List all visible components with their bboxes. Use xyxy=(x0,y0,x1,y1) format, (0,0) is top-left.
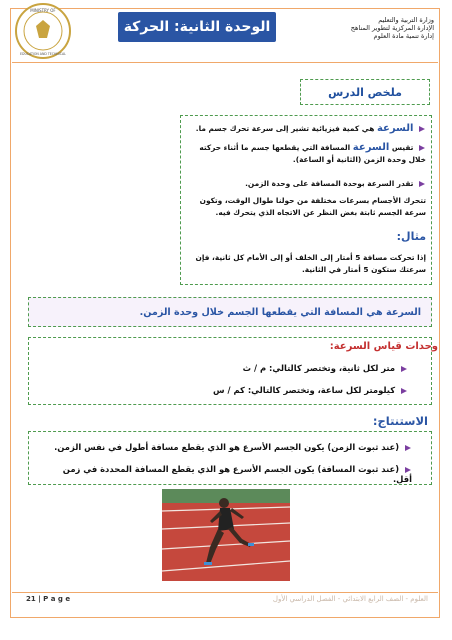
summary-paragraph-3: تقدر السرعة بوحدة المسافة على وحدة الزمن. xyxy=(186,178,426,190)
unit-item: كيلومتر لكل ساعة، وتختصر كالتالي: كم / س xyxy=(48,384,408,396)
example-text: إذا تحركت مسافة 5 أمتار إلى الخلف أو إلى الأمام كل ثانية، فإن سرعتك ستكون 5 أمتار في الثانية. xyxy=(195,253,426,274)
page-footer xyxy=(12,592,438,608)
ministry-header xyxy=(314,16,434,40)
header-divider xyxy=(12,62,438,63)
summary-paragraph-1: السرعة هي كمية فيزيائية تشير إلى سرعة تحرك جسم ما. xyxy=(186,123,426,135)
svg-text:EDUCATION AND TECHNICAL: EDUCATION AND TECHNICAL xyxy=(20,52,66,56)
arrow-bullet-icon xyxy=(404,444,412,452)
unit-title: الوحدة الثانية: الحركة xyxy=(118,12,276,42)
footer-subject: العلوم - الصف الرابع الابتدائي - الفصل الدراسي الأول xyxy=(272,595,428,603)
summary-paragraph-2: تقيس السرعة المسافة التي يقطعها جسم ما أثناء حركته خلال وحدة الزمن (الثانية أو الساعة). xyxy=(199,142,426,164)
ministry-line: وزارة التربية والتعليم xyxy=(378,16,434,24)
conclusion-item: (عند ثبوت الزمن) يكون الجسم الأسرع هو الذي يقطع مسافة أطول في نفس الزمن. xyxy=(42,442,412,452)
example-heading: مثال: xyxy=(396,230,426,243)
arrow-bullet-icon xyxy=(404,466,412,474)
arrow-bullet-icon xyxy=(418,180,426,188)
ministry-line: إدارة تنمية مادة العلوم xyxy=(373,32,434,40)
conclusion-heading: الاستنتاج: xyxy=(372,414,428,428)
arrow-bullet-icon xyxy=(418,144,426,152)
arrow-bullet-icon xyxy=(400,365,408,373)
svg-text:MINISTRY OF: MINISTRY OF xyxy=(30,8,56,13)
runner-photo xyxy=(162,489,290,581)
arrow-bullet-icon xyxy=(418,125,426,133)
summary-heading: ملخص الدرس xyxy=(300,79,430,105)
ministry-logo xyxy=(14,2,72,60)
footer-divider xyxy=(12,592,438,593)
ministry-line: الإدارة المركزية لتطوير المناهج xyxy=(350,24,434,32)
page-number: 21 | P a g e xyxy=(26,595,71,603)
conclusion-item: (عند ثبوت المسافة) يكون الجسم الأسرع هو الذي يقطع المسافة المحددة في زمن أقل. xyxy=(62,464,412,484)
summary-paragraph-4: تتحرك الأجسام بسرعات مختلفة من حولنا طوال الوقت، وتكون سرعة الجسم ثابتة بغض النظر عن الاتجاه الذي يتحرك فيه. xyxy=(199,196,426,217)
arrow-bullet-icon xyxy=(400,387,408,395)
unit-item: متر لكل ثانية، وتختصر كالتالي: م / ث xyxy=(48,362,408,374)
units-heading: وحدات قياس السرعة: xyxy=(329,341,438,352)
speed-definition: السرعة هي المسافة التي يقطعها الجسم خلال وحدة الزمن. xyxy=(28,297,432,327)
